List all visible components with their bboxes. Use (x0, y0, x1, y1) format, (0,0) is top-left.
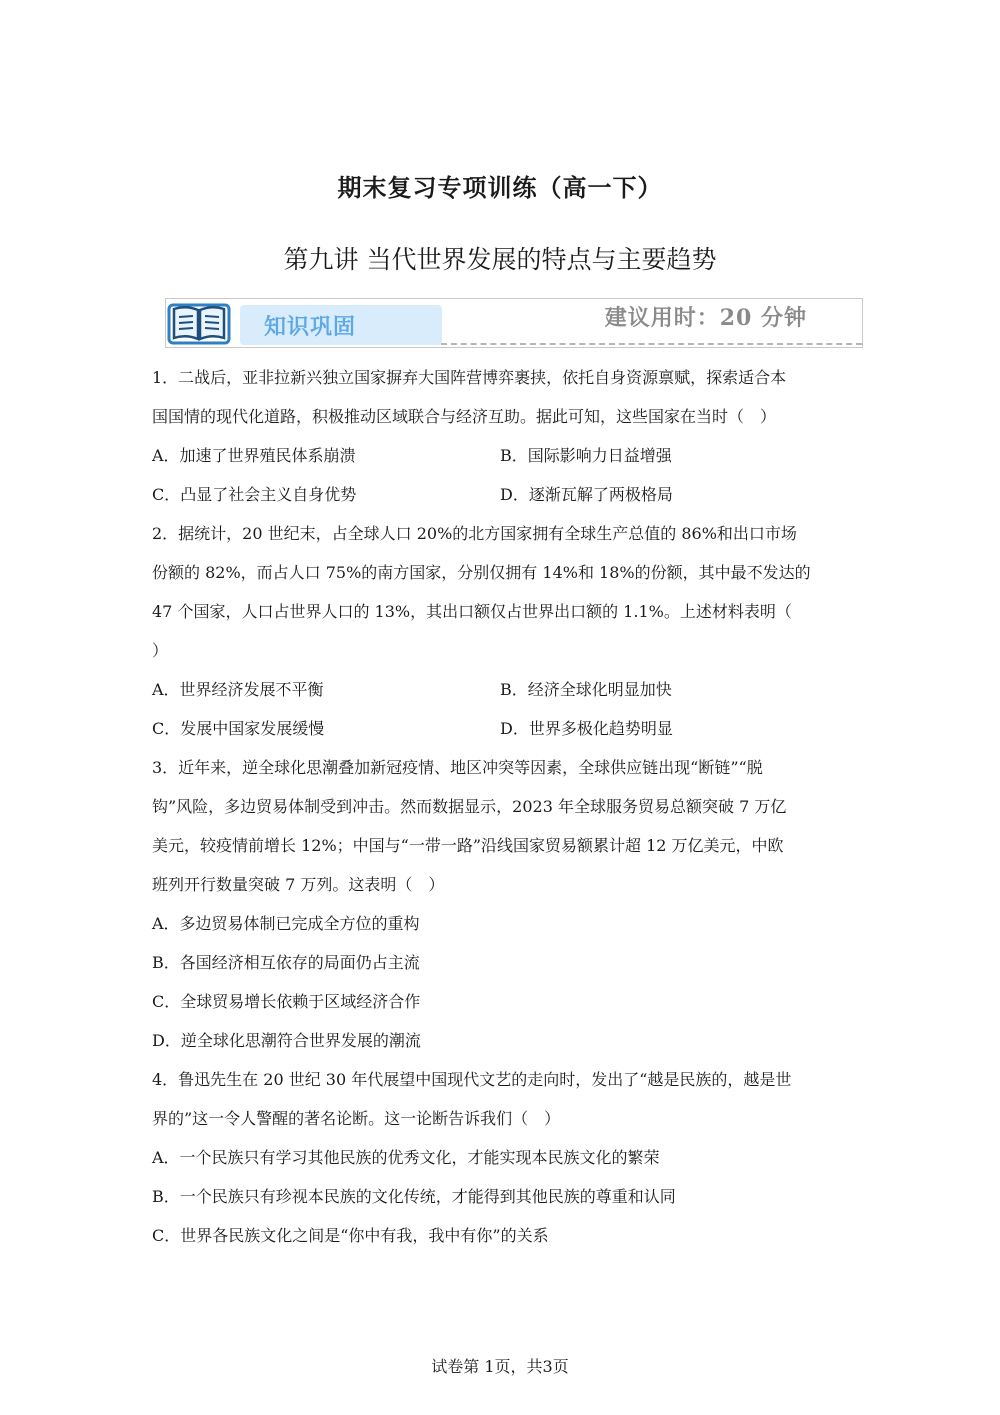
question-2-options-row-1 (152, 670, 852, 709)
question-3-option-a: A．多边贸易体制已完成全方位的重构 (152, 914, 420, 933)
question-2-option-c: C．发展中国家发展缓慢 (152, 719, 325, 738)
question-4-option-a: A．一个民族只有学习其他民族的优秀文化，才能实现本民族文化的繁荣 (152, 1148, 660, 1167)
banner-dashed-divider (441, 343, 862, 345)
lesson-subtitle: 第九讲 当代世界发展的特点与主要趋势 (283, 245, 717, 274)
question-2-line-3: 47 个国家，人口占世界人口的 13%，其出口额仅占世界出口额的 1.1%。上述材料表明（ (152, 602, 792, 621)
page-title: 期末复习专项训练（高一下） (337, 173, 663, 202)
question-3 (152, 748, 852, 1060)
question-2-line-2: 份额的 82%，而占人口 75%的南方国家，分别仅拥有 14%和 18%的份额，其中最不发达的 (152, 563, 811, 582)
section-banner (165, 298, 863, 348)
question-3-option-b: B．各国经济相互依存的局面仍占主流 (152, 953, 420, 972)
question-1-line-2: 国国情的现代化道路，积极推动区域联合与经济互助。据此可知，这些国家在当时（ ） (152, 407, 777, 426)
section-label: 知识巩固 (264, 314, 357, 340)
question-3-line-3: 美元，较疫情前增长 12%；中国与“一带一路”沿线国家贸易额累计超 12 万亿美元，中欧 (152, 836, 784, 855)
question-3-option-d: D．逆全球化思潮符合世界发展的潮流 (152, 1031, 421, 1050)
question-2 (152, 514, 852, 748)
question-2-line-4: ） (152, 641, 169, 660)
open-book-icon (166, 301, 232, 347)
question-2-options-row-2 (152, 709, 852, 748)
question-1-option-d: D．逐渐瓦解了两极格局 (500, 485, 673, 504)
question-4-line-2: 界的”这一令人警醒的著名论断。这一论断告诉我们（ ） (152, 1109, 561, 1128)
page-footer: 试卷第 1页，共3页 (431, 1357, 569, 1376)
question-4-option-c: C．世界各民族文化之间是“你中有我，我中有你”的关系 (152, 1226, 549, 1245)
question-2-option-d: D．世界多极化趋势明显 (500, 719, 673, 738)
section-tab-background (240, 305, 442, 345)
question-1-option-b: B．国际影响力日益增强 (500, 446, 672, 465)
question-3-line-2: 钩”风险，多边贸易体制受到冲击。然而数据显示，2023 年全球服务贸易总额突破 7 万亿 (152, 797, 787, 816)
question-2-line-1: 2．据统计，20 世纪末，占全球人口 20%的北方国家拥有全球生产总值的 86%和出口市场 (152, 524, 797, 543)
question-4-option-b: B．一个民族只有珍视本民族的文化传统，才能得到其他民族的尊重和认同 (152, 1187, 676, 1206)
question-1-option-c: C．凸显了社会主义自身优势 (152, 485, 357, 504)
question-1-options-row-1 (152, 436, 852, 475)
question-2-option-a: A．世界经济发展不平衡 (152, 680, 324, 699)
question-1-line-1: 1．二战后，亚非拉新兴独立国家摒弃大国阵营博弈裹挟，依托自身资源禀赋，探索适合本 (152, 368, 787, 387)
question-4 (152, 1060, 852, 1255)
question-2-option-b: B．经济全球化明显加快 (500, 680, 672, 699)
question-3-line-4: 班列开行数量突破 7 万列。这表明（ ） (152, 875, 445, 894)
question-1-option-a: A．加速了世界殖民体系崩溃 (152, 446, 356, 465)
question-1 (152, 358, 852, 514)
question-3-option-c: C．全球贸易增长依赖于区域经济合作 (152, 992, 421, 1011)
question-3-line-1: 3．近年来，逆全球化思潮叠加新冠疫情、地区冲突等因素，全球供应链出现“断链”“脱 (152, 758, 763, 777)
suggested-time: 建议用时：20 分钟 (604, 305, 807, 331)
question-1-options-row-2 (152, 475, 852, 514)
question-4-line-1: 4．鲁迅先生在 20 世纪 30 年代展望中国现代文艺的走向时，发出了“越是民族的，越是世 (152, 1070, 792, 1089)
question-list (152, 358, 852, 1255)
